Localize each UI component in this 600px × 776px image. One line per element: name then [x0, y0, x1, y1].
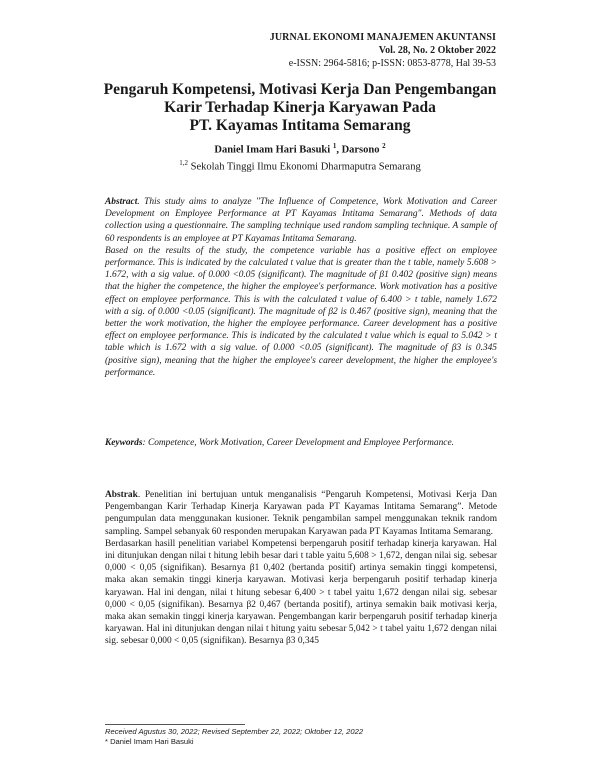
author-names: [100, 140, 500, 157]
author-1: Daniel Imam Hari Basuki: [214, 144, 331, 156]
paper-title: [100, 81, 500, 135]
journal-name: JURNAL EKONOMI MANAJEMEN AKUNTANSI: [269, 32, 496, 43]
author-1-sup: 1: [332, 142, 337, 150]
affiliation-sup: 1,2: [179, 158, 188, 167]
abstract-id-paragraph-2: Berdasarkan hasill penelitian variabel Kompetensi berpengaruh positif terhadap kinerja karyawan. Hal ini ditunjukan dengan nilai t hitung lebih besar dari t table yaitu 5,608 > 1,672, dengan nilai sig. sebesar 0,000 < 0,05 (signifikan). Besarnya β1 0,402 (bertanda positif) artinya semakin tinggi kompetensi, maka akan semakin tinggi kinerja karyawan. Motivasi kerja berpengaruh positif terhadap kinerja karyawan. Hal ini dengan, nilai t hitung sebesar 6,400 > t tabel yaitu 1,672 dengan nilai sig. sebesar 0,000 < 0,05 (signifikan). Besarnya β2 0,467 (bertanda positif), artinya semakin baik motivasi kerja, maka akan semakin tinggi kinerja karyawan. Pengembangan karir berpengaruh positif terhadap kinerja karyawan. Hal ini ditunjukan dengan nilai t hitung yaitu sebesar 5,042 > t tabel yaitu 1,672 dengan nilai sig. sebesar 0,000 < 0,05 (signifikan). Besarnya β3 0,345: [105, 538, 497, 647]
keywords-text: : Competence, Work Motivation, Career Development and Employee Performance.: [142, 438, 454, 448]
journal-header: [270, 31, 496, 70]
author-separator: ,: [336, 144, 342, 156]
keywords-label: Keywords: [105, 438, 143, 448]
footnote-divider: [105, 724, 245, 725]
abstract-en-paragraph-2: Based on the results of the study, the competence variable has a positive effect on employee performance. This is indicated by the calculated t value that is greater than the t table, namely 5.608 > 1.672, with a sig value. of 0.000 <0.05 (significant). The magnitude of β1 0.402 (positive sign) means that the higher the competence, the higher the employee's performance. Work motivation has a positive effect on employee performance. This is with the calculated t value of 6.400 > t table, namely 1.672 with a sig. of 0.000 <0.05 (significant). The magnitude of β2 is 0.467 (positive sign), meaning that the better the work motivation, the higher the employee performance. Career development has a positive effect on employee performance. This is indicated by the calculated t value which is equal to 5.042 > t table which is 1.672 with a sig value. of 0.000 <0.05 (significant). The magnitude of β3 is 0.345 (positive sign), meaning that the higher the employee's career development, the higher the employee's performance.: [105, 245, 497, 378]
abstract-en-label: Abstract: [105, 197, 138, 207]
footnote: [105, 727, 497, 747]
received-dates: Received Agustus 30, 2022; Revised September 22, 2022; Oktober 12, 2022: [105, 727, 364, 736]
abstract-indonesian: [105, 489, 497, 648]
title-line-3: PT. Kayamas Intitama Semarang: [189, 117, 411, 134]
affiliation: [100, 157, 500, 174]
abstract-id-text-1: . Penelitian ini bertujuan untuk menganalisis “Pengaruh Kompetensi, Motivasi Kerja Dan Pengembangan Karir Terhadap Kinerja Karyawan pada PT Kayamas Intitama Semarang”. Metode pengumpulan data menggunakan kusioner. Teknik pengambilan sampel menggunakan teknik random sampling. Sampel sebanyak 60 responden merupakan Karyawan pada PT Kayamas Intitama Semarang.: [105, 490, 497, 537]
corresponding-author: * Daniel Imam Hari Basuki: [105, 737, 194, 746]
abstract-en-paragraph-1: [105, 196, 497, 245]
journal-issn: e-ISSN: 2964-5816; p-ISSN: 0853-8778, Hal 39-53: [288, 58, 496, 69]
keywords: [105, 437, 497, 449]
affiliation-text: Sekolah Tinggi Ilmu Ekonomi Dharmaputra Semarang: [190, 161, 421, 172]
abstract-english: [105, 196, 497, 379]
title-line-2: Karir Terhadap Kinerja Karyawan Pada: [164, 99, 436, 116]
journal-volume: Vol. 28, No. 2 Oktober 2022: [378, 45, 496, 56]
abstract-id-label: Abstrak: [105, 490, 138, 500]
title-line-1: Pengaruh Kompetensi, Motivasi Kerja Dan Pengembangan: [103, 81, 497, 98]
author-2-sup: 2: [382, 142, 386, 150]
author-block: [100, 140, 500, 173]
abstract-id-paragraph-1: [105, 489, 497, 538]
author-2: Darsono: [341, 144, 380, 156]
abstract-en-text-1: . This study aims to analyze "The Influence of Competence, Work Motivation and Career Development on Employee Performance at PT Kayamas Intitama Semarang". Methods of data collection using a questionnaire. The sampling technique used random sampling technique. A sample of 60 respondents is an employee at PT Kayamas Intitama Semarang.: [105, 197, 497, 244]
